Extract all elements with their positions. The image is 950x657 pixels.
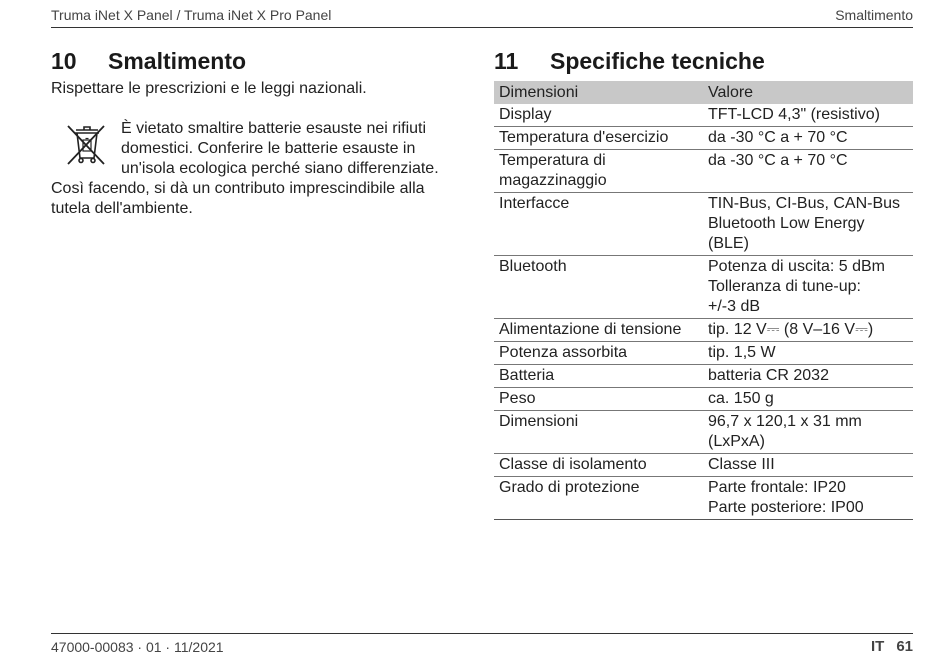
table-row <box>494 319 913 342</box>
section-11-number: 11 <box>494 48 519 74</box>
table-row <box>494 256 913 319</box>
note-line: domestici. Conferire le batterie esauste in <box>121 140 416 157</box>
spec-table-body <box>494 104 913 520</box>
table-row <box>494 477 913 520</box>
spec-value-cell: 96,7 x 120,1 x 31 mm (LxPxA) <box>703 411 913 454</box>
spec-parameter-cell: Batteria <box>494 365 703 388</box>
note-line: Così facendo, si dà un contributo imprescindibile alla <box>51 180 425 197</box>
spec-value-cell: batteria CR 2032 <box>703 365 913 388</box>
header-product-title: Truma iNet X Panel / Truma iNet X Pro Panel <box>51 7 332 23</box>
table-row <box>494 411 913 454</box>
spec-parameter-cell: Interfacce <box>494 193 703 256</box>
note-line: È vietato smaltire batterie esauste nei rifiuti <box>121 120 427 137</box>
spec-value-cell: Classe III <box>703 454 913 477</box>
spec-value-cell: TFT-LCD 4,3" (resistivo) <box>703 104 913 127</box>
section-11-heading <box>494 48 765 75</box>
spec-value-cell: tip. 12 V⎓ (8 V–16 V⎓) <box>703 319 913 342</box>
spec-parameter-cell: Alimentazione di tensione <box>494 319 703 342</box>
spec-parameter-cell: Bluetooth <box>494 256 703 319</box>
spec-value-cell: TIN-Bus, CI-Bus, CAN-Bus Bluetooth Low Energy (BLE) <box>703 193 913 256</box>
footer-page-info <box>859 638 913 655</box>
table-row <box>494 104 913 127</box>
footer-language: IT <box>870 638 885 655</box>
spec-parameter-cell: Potenza assorbita <box>494 342 703 365</box>
table-row <box>494 388 913 411</box>
spec-parameter-cell: Grado di protezione <box>494 477 703 520</box>
spec-table-header-row <box>494 81 913 104</box>
spec-parameter-cell: Display <box>494 104 703 127</box>
note-line: tutela dell'ambiente. <box>51 200 193 217</box>
header-section-name: Smaltimento <box>835 7 913 23</box>
table-row <box>494 150 913 193</box>
spec-value-cell: da -30 °C a + 70 °C <box>703 150 913 193</box>
table-row <box>494 454 913 477</box>
spec-table <box>494 81 913 520</box>
page-footer <box>51 633 913 655</box>
spec-value-cell: ca. 150 g <box>703 388 913 411</box>
table-row <box>494 127 913 150</box>
spec-value-cell: tip. 1,5 W <box>703 342 913 365</box>
footer-document-code: 47000-00083 · 01 · 11/2021 <box>51 639 224 655</box>
spec-parameter-cell: Temperatura d'esercizio <box>494 127 703 150</box>
section-11-title: Specifiche tecniche <box>550 48 765 74</box>
spec-value-cell: da -30 °C a + 70 °C <box>703 127 913 150</box>
battery-disposal-note <box>51 119 461 219</box>
section-10-heading <box>51 48 246 75</box>
spec-value-cell: Potenza di uscita: 5 dBm Tolleranza di tune-up: +/-3 dB <box>703 256 913 319</box>
spec-column-header: Valore <box>703 81 913 104</box>
spec-parameter-cell: Classe di isolamento <box>494 454 703 477</box>
spec-value-cell: Parte frontale: IP20 Parte posteriore: IP00 <box>703 477 913 520</box>
disposal-lead-text: Rispettare le prescrizioni e le leggi nazionali. <box>51 80 367 97</box>
spec-parameter-cell: Temperatura di magazzinaggio <box>494 150 703 193</box>
table-row <box>494 365 913 388</box>
page-header <box>51 6 913 28</box>
spec-parameter-cell: Peso <box>494 388 703 411</box>
section-10-title: Smaltimento <box>108 48 247 74</box>
table-row <box>494 193 913 256</box>
footer-page-number: 61 <box>896 638 913 655</box>
section-10-number: 10 <box>51 48 77 74</box>
spec-parameter-cell: Dimensioni <box>494 411 703 454</box>
note-line: un'isola ecologica perché siano differenziate. <box>121 160 439 177</box>
spec-column-header: Dimensioni <box>494 81 703 104</box>
table-row <box>494 342 913 365</box>
